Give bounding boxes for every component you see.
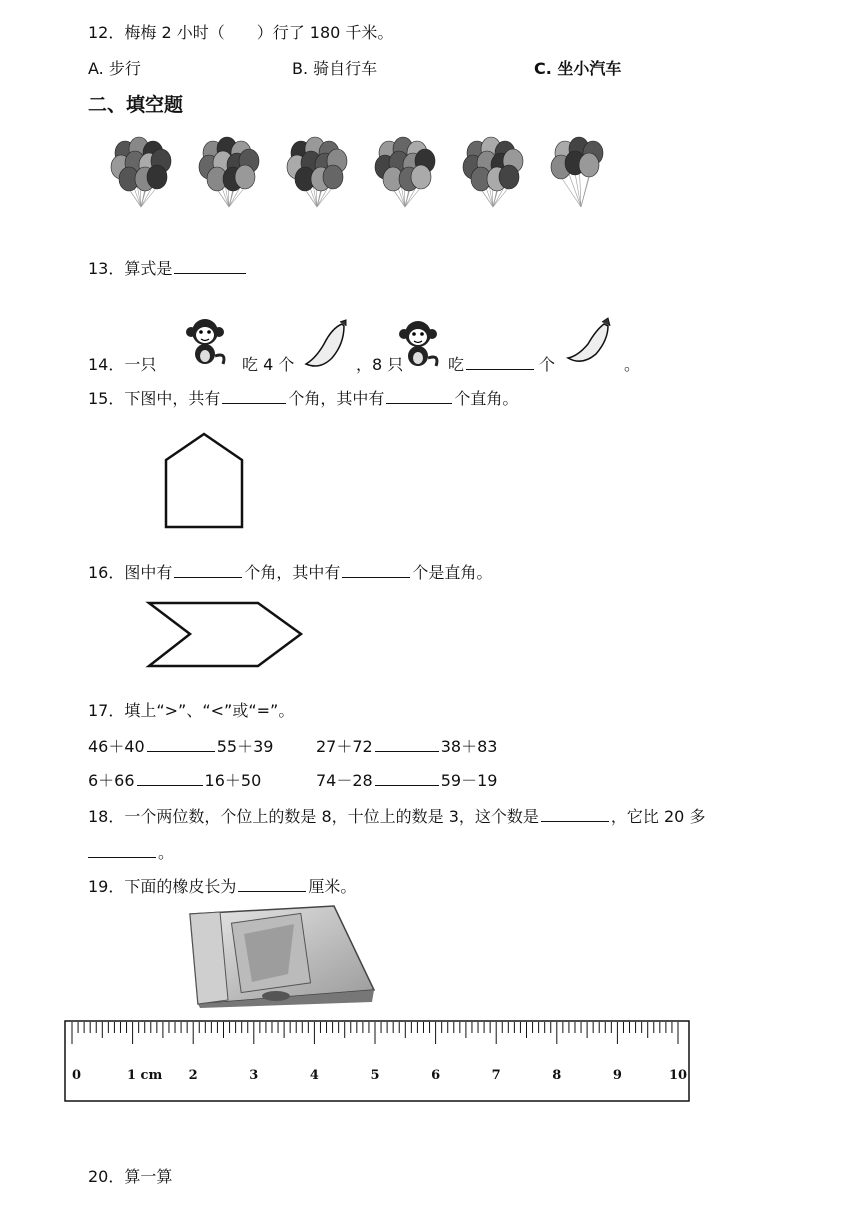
option-a[interactable]: A. 步行: [88, 59, 141, 78]
answer-blank[interactable]: [386, 387, 452, 404]
question-14-part6: 。: [624, 355, 641, 374]
compare-row-1-left: [88, 734, 273, 757]
question-18-part1: 18．一个两位数，个位上的数是 8，十位上的数是 3，这个数是: [88, 807, 539, 826]
question-15-part3: 个直角。: [454, 389, 519, 408]
answer-blank[interactable]: [375, 735, 439, 752]
compare-expr: 59－19: [440, 771, 498, 790]
ruler-label: 0: [72, 1068, 82, 1083]
answer-blank[interactable]: [466, 353, 534, 370]
ruler-label: 1 cm: [126, 1068, 163, 1083]
question-19-part1: 19．下面的橡皮长为: [88, 877, 237, 896]
question-19: [88, 874, 356, 897]
question-14-part4: [448, 352, 536, 375]
balloon-group: [375, 137, 435, 207]
answer-blank[interactable]: [174, 257, 246, 274]
compare-expr: 74－28: [316, 771, 373, 790]
banana-icon: [564, 316, 616, 366]
question-16-part1: 16．图中有: [88, 563, 173, 582]
question-18-part3: 。: [158, 843, 175, 862]
monkey-icon: [183, 316, 229, 368]
balloon-group: [551, 137, 603, 207]
balloon: [499, 165, 519, 189]
ruler-body: [65, 1021, 689, 1101]
ruler-label: 4: [309, 1068, 319, 1083]
balloon: [147, 165, 167, 189]
question-16: [88, 560, 492, 583]
balloons-image: [105, 135, 625, 210]
question-18-line2: [88, 840, 174, 863]
ruler: [64, 1020, 692, 1104]
option-b[interactable]: B. 骑自行车: [292, 59, 378, 78]
ruler-label: 3: [249, 1068, 259, 1083]
question-14-eat: 吃: [448, 355, 465, 374]
compare-expr: 55＋39: [216, 737, 274, 756]
ruler-label: 2: [188, 1068, 198, 1083]
question-14-part2: 吃 4 个: [242, 355, 295, 374]
balloon: [235, 165, 255, 189]
ruler-label: 9: [612, 1068, 622, 1083]
compare-expr: 27＋72: [316, 737, 373, 756]
answer-blank[interactable]: [342, 561, 410, 578]
question-15-part1: 15．下图中，共有: [88, 389, 221, 408]
question-12-text: 12．梅梅 2 小时（ ）行了 180 千米。: [88, 23, 394, 42]
compare-expr: 38＋83: [440, 737, 498, 756]
arrow-shape: [146, 600, 306, 670]
balloon-group: [199, 137, 259, 207]
eraser-image: [184, 904, 380, 1010]
answer-blank[interactable]: [147, 735, 215, 752]
option-c[interactable]: C. 坐小汽车: [534, 59, 622, 78]
question-15-part2: 个角，其中有: [288, 389, 385, 408]
compare-expr: 16＋50: [204, 771, 262, 790]
balloon: [323, 165, 343, 189]
balloon: [411, 165, 431, 189]
question-14-part1: 14．一只: [88, 355, 157, 374]
question-20-text: 20．算一算: [88, 1167, 173, 1186]
pentagon-shape: [164, 432, 246, 530]
section-title: 二、填空题: [88, 94, 184, 116]
ruler-label: 6: [431, 1068, 441, 1083]
question-13: [88, 256, 248, 279]
question-17-text: 17．填上“>”、“<”或“=”。: [88, 701, 295, 720]
balloon-group: [111, 137, 171, 207]
compare-expr: 46＋40: [88, 737, 145, 756]
answer-blank[interactable]: [137, 769, 203, 786]
question-18-part2: ，它比 20 多: [610, 807, 706, 826]
question-18-line1: [88, 804, 705, 827]
banana-icon: [302, 318, 350, 370]
monkey-icon: [396, 318, 442, 370]
question-15: [88, 386, 518, 409]
balloon-group: [463, 137, 523, 207]
question-16-part3: 个是直角。: [412, 563, 493, 582]
answer-blank[interactable]: [238, 875, 306, 892]
question-19-part2: 厘米。: [308, 877, 357, 896]
question-14-part3: ，8 只: [356, 355, 404, 374]
compare-expr: 6＋66: [88, 771, 135, 790]
answer-blank[interactable]: [222, 387, 286, 404]
answer-blank[interactable]: [375, 769, 439, 786]
question-14-part5: 个: [539, 355, 556, 374]
ruler-label: 7: [491, 1068, 501, 1083]
answer-blank[interactable]: [174, 561, 242, 578]
question-16-part2: 个角，其中有: [244, 563, 341, 582]
ruler-label: 5: [370, 1068, 380, 1083]
balloon-group: [287, 137, 347, 207]
answer-blank[interactable]: [88, 841, 156, 858]
compare-row-2-left: [88, 768, 261, 791]
answer-blank[interactable]: [541, 805, 609, 822]
balloon: [579, 153, 599, 177]
question-13-text: 13．算式是: [88, 259, 173, 278]
compare-row-1-right: [316, 734, 497, 757]
ruler-label: 10: [668, 1068, 688, 1083]
compare-row-2-right: [316, 768, 497, 791]
ruler-label: 8: [552, 1068, 562, 1083]
